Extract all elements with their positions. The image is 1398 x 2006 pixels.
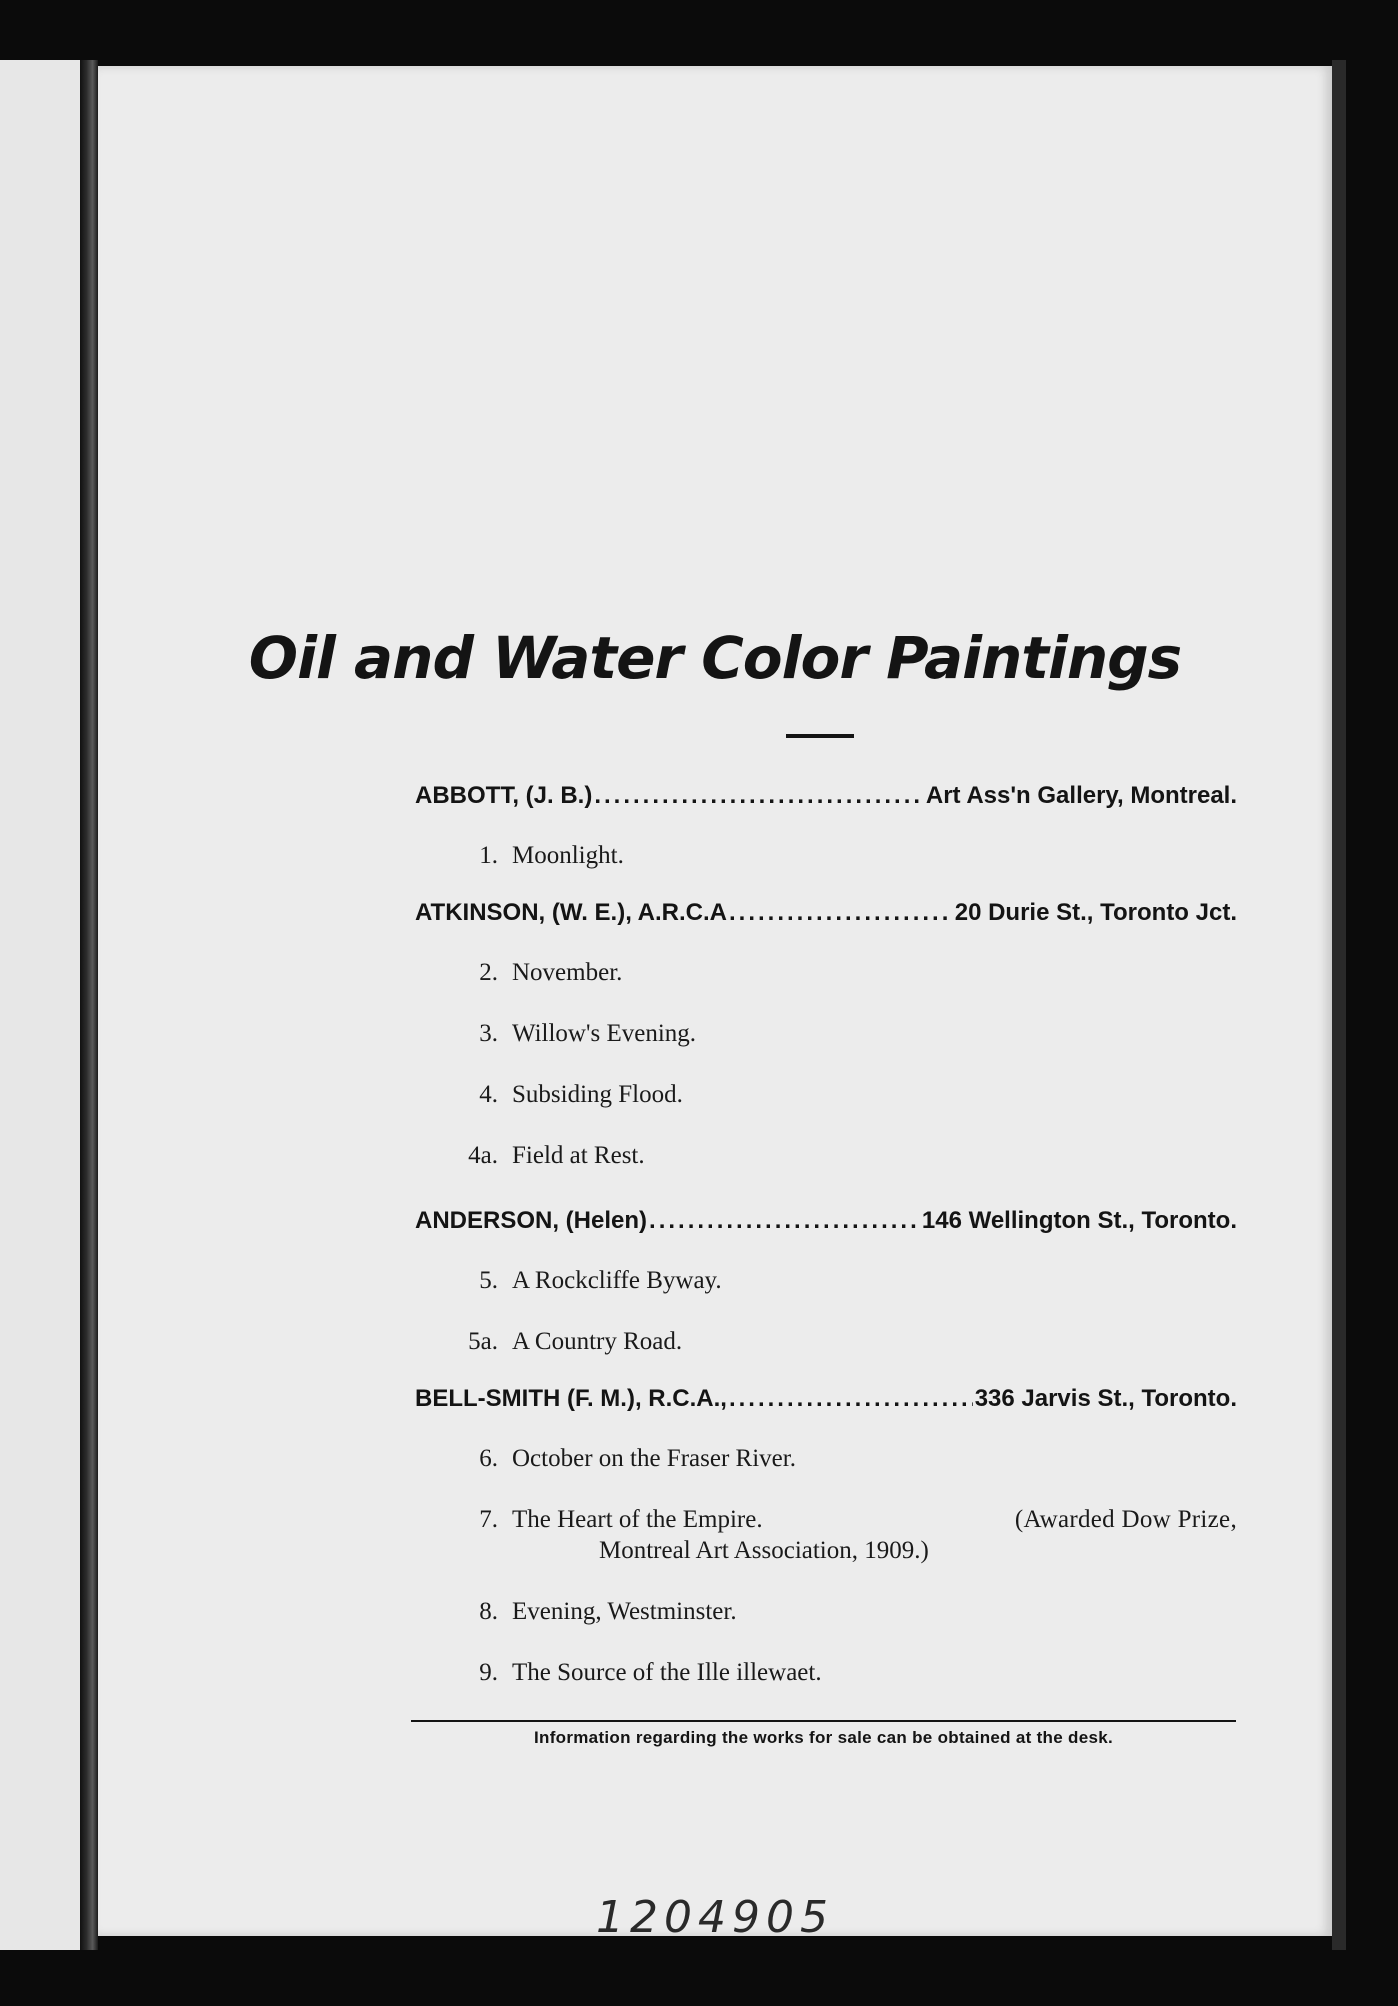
leader-dots [729, 1385, 973, 1413]
leader-dots [649, 1207, 920, 1235]
artist-address: Art Ass'n Gallery, Montreal. [925, 782, 1237, 809]
work-title: The Heart of the Empire. [512, 1506, 763, 1533]
artist-address: 146 Wellington St., Toronto. [921, 1207, 1237, 1234]
work-item [415, 1140, 1237, 1171]
leader-dots [594, 782, 924, 810]
artist-name: ABBOTT, (J. B.) [415, 782, 593, 809]
artist-name: ANDERSON, (Helen) [415, 1207, 648, 1234]
artist-entry [415, 1385, 1237, 1413]
artist-name: ATKINSON, (W. E.), A.R.C.A [415, 899, 727, 926]
book-binding [80, 60, 98, 1950]
work-title: Field at Rest. [512, 1142, 645, 1169]
artist-address: 20 Durie St., Toronto Jct. [954, 899, 1237, 926]
work-item [415, 957, 1237, 988]
work-item [415, 1326, 1237, 1357]
title-divider [786, 734, 854, 738]
award-note: (Awarded Dow Prize, [1014, 1506, 1237, 1533]
work-title: Evening, Westminster. [512, 1598, 737, 1625]
catalogue-page [98, 66, 1332, 1943]
work-item [415, 1657, 1237, 1688]
artist-name: BELL-SMITH (F. M.), R.C.A., [415, 1385, 727, 1412]
work-title-with-note [512, 1504, 1237, 1566]
work-title: A Country Road. [512, 1328, 683, 1355]
artist-list [415, 782, 1237, 1688]
award-note-continued: Montreal Art Association, 1909.) [599, 1537, 929, 1564]
work-number: 5. [479, 1267, 498, 1294]
work-title: The Source of the Ille illewaet. [512, 1659, 822, 1686]
work-number: 1. [479, 842, 498, 869]
page-title: Oil and Water Color Paintings [248, 624, 1182, 692]
artist-entry [415, 1207, 1237, 1235]
work-item [415, 1018, 1237, 1049]
work-number: 4. [479, 1081, 498, 1108]
work-item [415, 1265, 1237, 1296]
facing-page-edge [0, 60, 84, 1950]
work-title: A Rockcliffe Byway. [512, 1267, 722, 1294]
work-number: 3. [479, 1020, 498, 1047]
work-item [415, 1443, 1237, 1474]
work-number: 8. [479, 1598, 498, 1625]
work-number: 7. [479, 1506, 498, 1533]
work-number: 6. [479, 1445, 498, 1472]
work-number: 4a. [468, 1142, 498, 1169]
leader-dots [729, 899, 953, 927]
work-item [415, 1079, 1237, 1110]
work-title: Subsiding Flood. [512, 1081, 683, 1108]
work-item [415, 1504, 1237, 1566]
page-edge-shadow [1332, 60, 1346, 1950]
footer-divider [411, 1720, 1236, 1722]
work-title: Willow's Evening. [512, 1020, 697, 1047]
footer-note: Information regarding the works for sale can be obtained at the desk. [534, 1728, 1113, 1747]
work-title: November. [512, 959, 623, 986]
work-number: 9. [479, 1659, 498, 1686]
handwritten-number: 1204905 [596, 1892, 834, 1943]
work-number: 2. [479, 959, 498, 986]
artist-address: 336 Jarvis St., Toronto. [974, 1385, 1237, 1412]
work-title: October on the Fraser River. [512, 1445, 796, 1472]
artist-entry [415, 899, 1237, 927]
work-item [415, 840, 1237, 871]
work-number: 5a. [468, 1328, 498, 1355]
work-item [415, 1596, 1237, 1627]
artist-entry [415, 782, 1237, 810]
work-title: Moonlight. [512, 842, 624, 869]
